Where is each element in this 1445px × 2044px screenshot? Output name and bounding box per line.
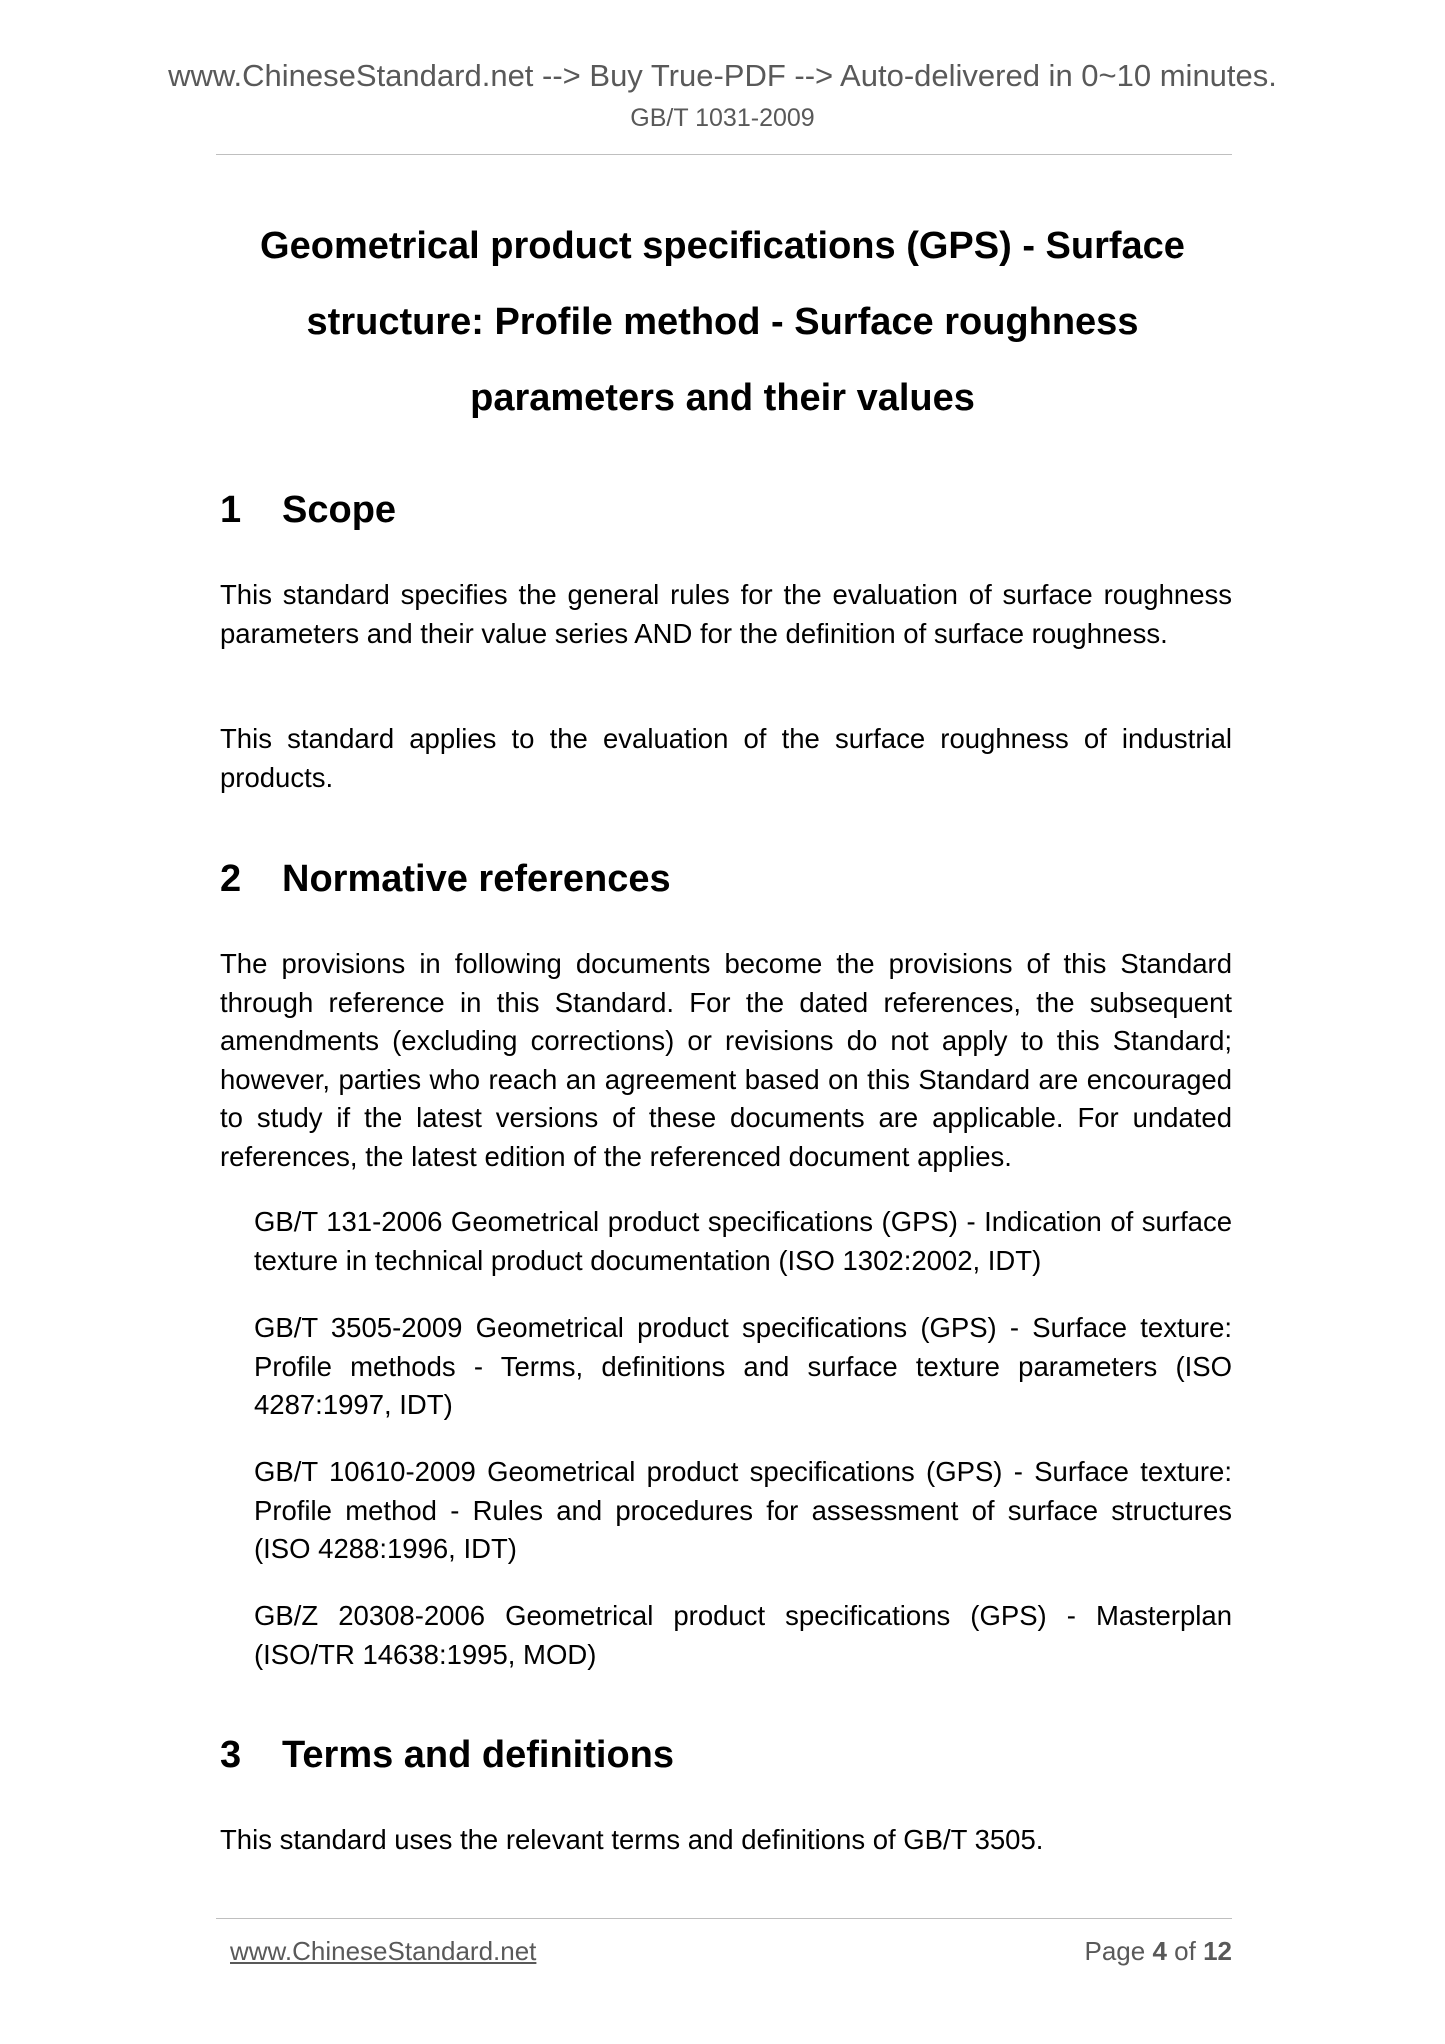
- header-banner: www.ChineseStandard.net --> Buy True-PDF --> Auto-delivered in 0~10 minutes.: [168, 58, 1277, 93]
- reference-item: GB/T 3505-2009 Geometrical product specifications (GPS) - Surface texture: Profile methods - Terms, definitions and surface texture parameters (ISO 4287:1997, IDT): [254, 1312, 1232, 1420]
- page-indicator: [1084, 1936, 1232, 1967]
- title-line: structure: Profile method - Surface roughness: [306, 301, 1139, 343]
- section-heading-terms-and-definitions: [220, 1731, 674, 1779]
- section-title: Terms and definitions: [282, 1734, 675, 1776]
- section-number: 3: [220, 1734, 242, 1776]
- section-heading-scope: [220, 486, 396, 534]
- title-line: Geometrical product specifications (GPS) - Surface: [260, 225, 1185, 267]
- footer-site-link[interactable]: www.ChineseStandard.net: [230, 1936, 537, 1966]
- title-line: parameters and their values: [470, 377, 975, 419]
- header-divider: [216, 154, 1232, 155]
- reference-item: GB/T 10610-2009 Geometrical product specifications (GPS) - Surface texture: Profile method - Rules and procedures for assessment of surface structures (ISO 4288:1996, IDT): [254, 1456, 1232, 1564]
- page-prefix: Page: [1084, 1936, 1146, 1966]
- section-title: Scope: [282, 489, 397, 531]
- section-heading-normative-references: [220, 855, 671, 903]
- section-number: 2: [220, 858, 242, 900]
- page-current: 4: [1152, 1936, 1167, 1966]
- document-title: [230, 208, 1215, 436]
- section-title: Normative references: [282, 858, 671, 900]
- reference-item: GB/T 131-2006 Geometrical product specifications (GPS) - Indication of surface texture in technical product documentation (ISO 1302:2002, IDT): [254, 1206, 1232, 1276]
- page-of: of: [1174, 1936, 1196, 1966]
- section-number: 1: [220, 489, 242, 531]
- header-standard-id: GB/T 1031-2009: [630, 104, 815, 132]
- reference-item: GB/Z 20308-2006 Geometrical product specifications (GPS) - Masterplan (ISO/TR 14638:1995, MOD): [254, 1600, 1232, 1670]
- paragraph: This standard applies to the evaluation of the surface roughness of industrial products.: [220, 723, 1232, 793]
- paragraph: This standard specifies the general rules for the evaluation of surface roughness parameters and their value series AND for the definition of surface roughness.: [220, 579, 1232, 649]
- footer-divider: [216, 1918, 1232, 1919]
- paragraph: The provisions in following documents become the provisions of this Standard through reference in this Standard. For the dated references, the subsequent amendments (excluding corrections) or revisions do not apply to this Standard; however, parties who reach an agreement based on this Standard are encouraged to study if the latest versions of these documents are applicable. For undated references, the latest edition of the referenced document applies.: [220, 948, 1232, 1172]
- paragraph: This standard uses the relevant terms and definitions of GB/T 3505.: [220, 1824, 1044, 1855]
- page-total: 12: [1203, 1936, 1232, 1966]
